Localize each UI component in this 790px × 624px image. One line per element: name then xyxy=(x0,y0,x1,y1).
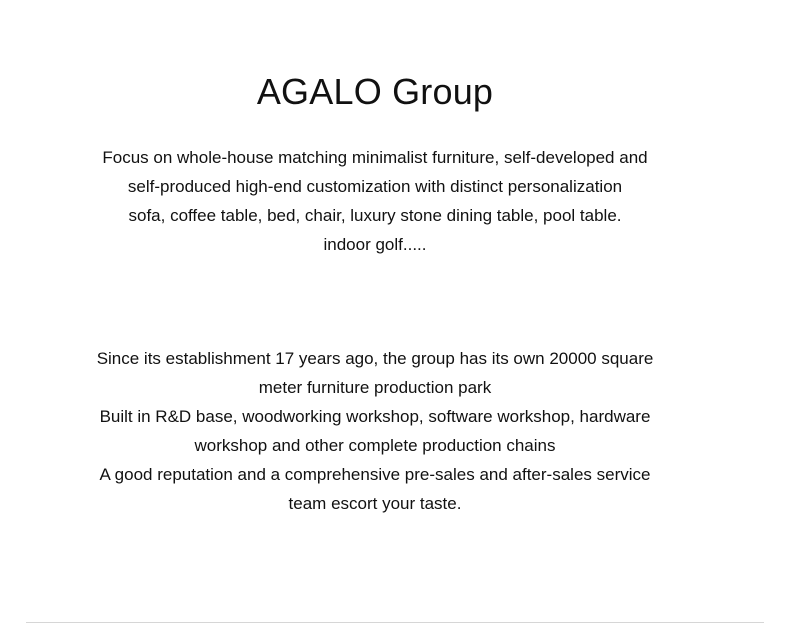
about-line: team escort your taste. xyxy=(288,494,462,513)
about-line: Built in R&D base, woodworking workshop, software workshop, hardware xyxy=(99,407,651,426)
about-line: meter furniture production park xyxy=(258,378,492,397)
intro-line: sofa, coffee table, bed, chair, luxury stone dining table, pool table. xyxy=(128,206,622,225)
about-line: Since its establishment 17 years ago, the group has its own 20000 square xyxy=(96,349,654,368)
intro-line: self-produced high-end customization with distinct personalization xyxy=(127,177,623,196)
about-paragraph xyxy=(0,344,750,518)
intro-paragraph xyxy=(0,143,750,259)
about-line: workshop and other complete production chains xyxy=(194,436,556,455)
intro-line: Focus on whole-house matching minimalist furniture, self-developed and xyxy=(102,148,648,167)
page-title: AGALO Group xyxy=(256,71,494,112)
intro-line: indoor golf..... xyxy=(323,235,427,254)
about-line: A good reputation and a comprehensive pre-sales and after-sales service xyxy=(99,465,651,484)
bottom-divider xyxy=(26,622,764,623)
